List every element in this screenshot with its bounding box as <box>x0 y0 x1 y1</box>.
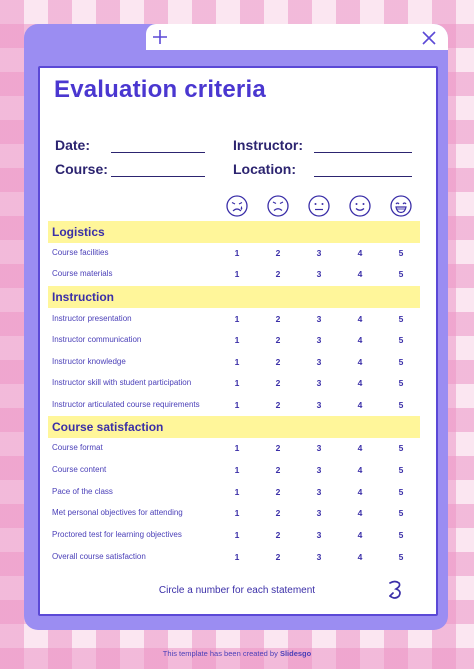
rating-option-2[interactable]: 2 <box>275 378 281 388</box>
criterion-label: Pace of the class <box>52 487 113 496</box>
date-label: Date: <box>55 137 91 153</box>
rating-option-2[interactable]: 2 <box>275 400 281 410</box>
criterion-label: Proctored test for learning objectives <box>52 530 182 539</box>
rating-option-1[interactable]: 1 <box>234 357 240 367</box>
smile-face-icon <box>348 194 372 218</box>
rating-option-1[interactable]: 1 <box>234 378 240 388</box>
rating-option-3[interactable]: 3 <box>316 269 322 279</box>
rating-row <box>48 526 420 547</box>
rating-option-1[interactable]: 1 <box>234 465 240 475</box>
rating-row <box>48 265 420 286</box>
rating-option-5[interactable]: 5 <box>398 487 404 497</box>
rating-option-3[interactable]: 3 <box>316 465 322 475</box>
rating-option-2[interactable]: 2 <box>275 508 281 518</box>
rating-option-4[interactable]: 4 <box>357 335 363 345</box>
section-header-logistics <box>48 221 420 243</box>
rating-row <box>48 396 420 417</box>
rating-option-1[interactable]: 1 <box>234 530 240 540</box>
section-title: Logistics <box>52 225 105 239</box>
rating-option-3[interactable]: 3 <box>316 248 322 258</box>
close-icon[interactable] <box>422 31 436 45</box>
rating-option-5[interactable]: 5 <box>398 400 404 410</box>
rating-option-2[interactable]: 2 <box>275 552 281 562</box>
rating-row <box>48 374 420 395</box>
section-title: Instruction <box>52 290 114 304</box>
rating-option-2[interactable]: 2 <box>275 443 281 453</box>
credit-brand-link[interactable]: Slidesgo <box>279 649 312 658</box>
rating-option-3[interactable]: 3 <box>316 508 322 518</box>
rating-option-2[interactable]: 2 <box>275 530 281 540</box>
rating-row <box>48 483 420 504</box>
rating-option-4[interactable]: 4 <box>357 443 363 453</box>
rating-option-4[interactable]: 4 <box>357 465 363 475</box>
course-field[interactable] <box>111 176 205 177</box>
section-header-course-satisfaction <box>48 416 420 438</box>
neutral-face-icon <box>307 194 331 218</box>
criterion-label: Overall course satisfaction <box>52 552 146 561</box>
rating-option-3[interactable]: 3 <box>316 552 322 562</box>
rating-option-4[interactable]: 4 <box>357 314 363 324</box>
criterion-label: Course materials <box>52 269 113 278</box>
rating-option-3[interactable]: 3 <box>316 487 322 497</box>
rating-option-2[interactable]: 2 <box>275 357 281 367</box>
rating-option-5[interactable]: 5 <box>398 269 404 279</box>
instructor-label: Instructor: <box>233 137 303 153</box>
rating-option-5[interactable]: 5 <box>398 335 404 345</box>
criterion-label: Instructor articulated course requirements <box>52 400 200 409</box>
rating-row <box>48 353 420 374</box>
rating-option-2[interactable]: 2 <box>275 465 281 475</box>
rating-option-1[interactable]: 1 <box>234 335 240 345</box>
rating-option-4[interactable]: 4 <box>357 400 363 410</box>
criterion-label: Met personal objectives for attending <box>52 508 183 517</box>
rating-option-4[interactable]: 4 <box>357 378 363 388</box>
course-label: Course: <box>55 161 108 177</box>
rating-option-5[interactable]: 5 <box>398 552 404 562</box>
rating-option-5[interactable]: 5 <box>398 465 404 475</box>
template-credit <box>0 649 474 658</box>
rating-option-1[interactable]: 1 <box>234 248 240 258</box>
window-tab <box>146 24 448 50</box>
rating-row <box>48 310 420 331</box>
criterion-label: Instructor presentation <box>52 314 132 323</box>
rating-option-1[interactable]: 1 <box>234 269 240 279</box>
rating-option-4[interactable]: 4 <box>357 357 363 367</box>
very-sad-face-icon <box>225 194 249 218</box>
rating-option-1[interactable]: 1 <box>234 400 240 410</box>
section-title: Course satisfaction <box>52 420 164 434</box>
rating-row <box>48 244 420 265</box>
instructor-field[interactable] <box>314 152 412 153</box>
rating-option-4[interactable]: 4 <box>357 269 363 279</box>
rating-option-4[interactable]: 4 <box>357 508 363 518</box>
page-title: Evaluation criteria <box>54 76 266 103</box>
rating-option-4[interactable]: 4 <box>357 552 363 562</box>
criterion-label: Course format <box>52 443 103 452</box>
rating-option-3[interactable]: 3 <box>316 314 322 324</box>
rating-option-3[interactable]: 3 <box>316 443 322 453</box>
rating-option-5[interactable]: 5 <box>398 378 404 388</box>
rating-option-5[interactable]: 5 <box>398 443 404 453</box>
rating-option-5[interactable]: 5 <box>398 357 404 367</box>
rating-row <box>48 439 420 460</box>
rating-option-3[interactable]: 3 <box>316 530 322 540</box>
rating-option-5[interactable]: 5 <box>398 508 404 518</box>
rating-row <box>48 461 420 482</box>
sad-face-icon <box>266 194 290 218</box>
rating-option-2[interactable]: 2 <box>275 487 281 497</box>
location-label: Location: <box>233 161 296 177</box>
instruction-note: Circle a number for each statement <box>158 585 316 596</box>
rating-option-4[interactable]: 4 <box>357 248 363 258</box>
criterion-label: Course content <box>52 465 107 474</box>
rating-option-5[interactable]: 5 <box>398 248 404 258</box>
rating-row <box>48 504 420 525</box>
rating-option-3[interactable]: 3 <box>316 378 322 388</box>
rating-row <box>48 331 420 352</box>
rating-option-3[interactable]: 3 <box>316 335 322 345</box>
rating-option-2[interactable]: 2 <box>275 314 281 324</box>
rating-option-3[interactable]: 3 <box>316 357 322 367</box>
criterion-label: Instructor communication <box>52 335 142 344</box>
rating-option-4[interactable]: 4 <box>357 487 363 497</box>
location-field[interactable] <box>314 176 412 177</box>
rating-option-1[interactable]: 1 <box>234 487 240 497</box>
rating-option-5[interactable]: 5 <box>398 530 404 540</box>
rating-option-1[interactable]: 1 <box>234 443 240 453</box>
rating-option-1[interactable]: 1 <box>234 314 240 324</box>
rating-row <box>48 548 420 569</box>
plus-icon[interactable] <box>152 29 168 45</box>
criterion-label: Instructor skill with student participation <box>52 378 192 387</box>
slidesgo-logo-icon <box>386 580 404 600</box>
rating-option-2[interactable]: 2 <box>275 269 281 279</box>
section-header-instruction <box>48 286 420 308</box>
rating-option-1[interactable]: 1 <box>234 552 240 562</box>
rating-option-3[interactable]: 3 <box>316 400 322 410</box>
date-field[interactable] <box>111 152 205 153</box>
criterion-label: Instructor knowledge <box>52 357 126 366</box>
rating-option-2[interactable]: 2 <box>275 248 281 258</box>
credit-prefix: This template has been created by <box>162 649 278 658</box>
rating-option-4[interactable]: 4 <box>357 530 363 540</box>
rating-option-2[interactable]: 2 <box>275 335 281 345</box>
criterion-label: Course facilities <box>52 248 109 257</box>
grin-face-icon <box>389 194 413 218</box>
rating-option-5[interactable]: 5 <box>398 314 404 324</box>
rating-option-1[interactable]: 1 <box>234 508 240 518</box>
